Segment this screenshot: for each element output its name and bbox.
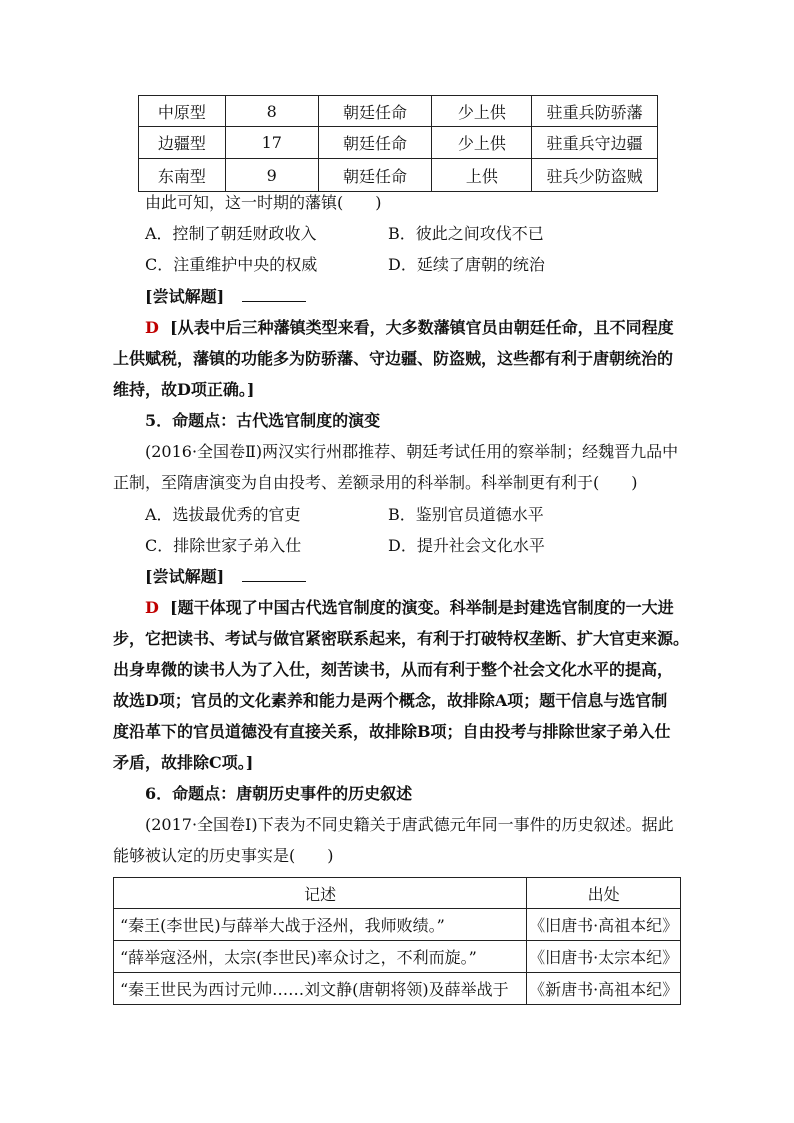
q5-explanation-line: 出身卑微的读书人为了入仕，刻苦读书，从而有利于整个社会文化水平的提高， [113, 660, 674, 679]
table-cell: 9 [225, 159, 318, 192]
q5-explanation-line: 矛盾，故排除C项。] [113, 753, 254, 772]
q4-option-c: C．注重维护中央的权威 [145, 255, 318, 274]
q5-explanation-line: 步，它把读书、考试与做官紧密联系起来，有利于打破特权垄断、扩大官吏来源。 [113, 629, 690, 648]
q5-option-b: B．鉴别官员道德水平 [388, 505, 544, 524]
try-label: [尝试解题] [145, 567, 225, 586]
table-cell: 中原型 [139, 96, 226, 127]
table-cell: “薛举寇泾州，太宗(李世民)率众讨之，不利而旋。” [114, 941, 527, 973]
q6-heading: 6．命题点：唐朝历史事件的历史叙述 [145, 784, 413, 803]
table-cell: 少上供 [432, 127, 532, 159]
q5-heading: 5．命题点：古代选官制度的演变 [145, 411, 381, 430]
table-cell: 边疆型 [139, 127, 226, 159]
table-historical-accounts [113, 877, 681, 1005]
table-row [114, 973, 681, 1005]
table-cell: 东南型 [139, 159, 226, 192]
table-cell: 《旧唐书·高祖本纪》 [527, 909, 681, 941]
table-cell: 驻重兵防骄藩 [532, 96, 658, 127]
q4-option-d: D．延续了唐朝的统治 [388, 255, 545, 274]
table-cell: 上供 [432, 159, 532, 192]
answer-blank [242, 287, 306, 302]
q4-option-b: B．彼此之间攻伐不已 [388, 224, 544, 243]
q4-explanation-line [145, 318, 674, 338]
table-header-cell: 记述 [114, 878, 527, 909]
q4-try-label [145, 287, 306, 307]
q4-explanation-line: 维持，故D项正确。] [113, 380, 255, 399]
q5-explanation-line: 度沿革下的官员道德没有直接关系，故排除B项；自由投考与排除世家子弟入仕 [113, 722, 671, 741]
q6-stem-line: 能够被认定的历史事实是( ) [113, 846, 334, 865]
q5-option-c: C．排除世家子弟入仕 [145, 536, 302, 555]
table-cell: 17 [225, 127, 318, 159]
table-row [139, 96, 658, 127]
q5-explanation-line [145, 598, 674, 618]
explanation-text: [题干体现了中国古代选官制度的演变。科举制是封建选官制度的一大进 [170, 598, 674, 617]
table-cell: 8 [225, 96, 318, 127]
q6-stem-line: (2017·全国卷Ⅰ)下表为不同史籍关于唐武德元年同一事件的历史叙述。据此 [145, 815, 674, 834]
table-header-cell: 出处 [527, 878, 681, 909]
table-cell: 少上供 [432, 96, 532, 127]
q4-explanation-line: 上供赋税，藩镇的功能多为防骄藩、守边疆、防盗贼，这些都有利于唐朝统治的 [113, 349, 674, 368]
explanation-text: [从表中后三种藩镇类型来看，大多数藩镇官员由朝廷任命，且不同程度 [170, 318, 674, 337]
table-cell: 朝廷任命 [318, 96, 432, 127]
q4-option-a: A．控制了朝廷财政收入 [145, 224, 317, 243]
q5-explanation-line: 故选D项；官员的文化素养和能力是两个概念，故排除A项；题干信息与选官制 [113, 691, 668, 710]
table-cell: 《旧唐书·太宗本纪》 [527, 941, 681, 973]
table-cell: 朝廷任命 [318, 127, 432, 159]
table-row [114, 909, 681, 941]
table-cell: 朝廷任命 [318, 159, 432, 192]
q5-answer: D [145, 598, 159, 617]
table-cell: 《新唐书·高祖本纪》 [527, 973, 681, 1005]
q5-option-a: A．选拔最优秀的官吏 [145, 505, 301, 524]
q4-stem: 由此可知，这一时期的藩镇( ) [145, 193, 382, 212]
table-cell: “秦王世民为西讨元帅……刘文静(唐朝将领)及薛举战于 [114, 973, 527, 1005]
table-cell: 驻兵少防盗贼 [532, 159, 658, 192]
q5-option-d: D．提升社会文化水平 [388, 536, 545, 555]
try-label: [尝试解题] [145, 287, 225, 306]
q5-try-label [145, 567, 306, 587]
q5-stem-line: (2016·全国卷Ⅱ)两汉实行州郡推荐、朝廷考试任用的察举制；经魏晋九品中 [145, 442, 679, 461]
table-cell: “秦王(李世民)与薛举大战于泾州，我师败绩。” [114, 909, 527, 941]
table-row [114, 941, 681, 973]
table-row [139, 127, 658, 159]
table-cell: 驻重兵守边疆 [532, 127, 658, 159]
table-fanzhen-types [138, 95, 658, 192]
q4-answer: D [145, 318, 159, 337]
answer-blank [242, 567, 306, 582]
q5-stem-line: 正制，至隋唐演变为自由投考、差额录用的科举制。科举制更有利于( ) [113, 473, 638, 492]
table-row [139, 159, 658, 192]
table-header-row [114, 878, 681, 909]
